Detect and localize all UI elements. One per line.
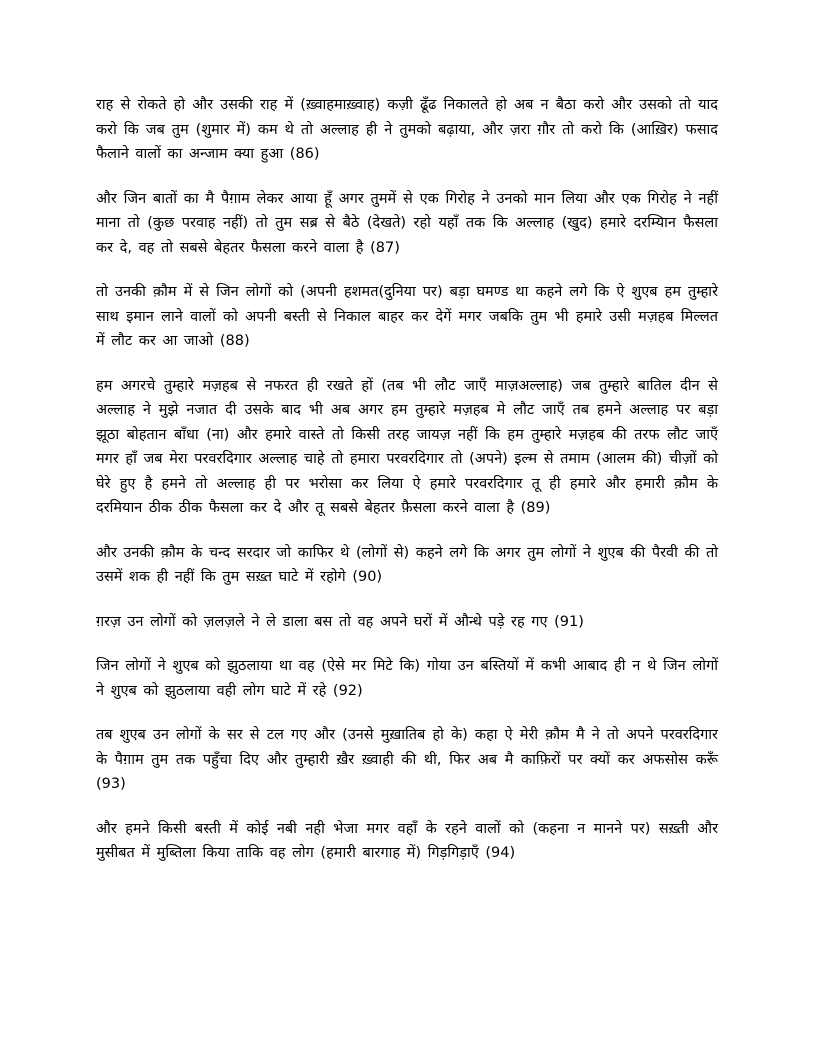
paragraph-verse-88: तो उनकी क़ौम में से जिन लोगों को (अपनी हशमत(दुनिया पर) बड़ा घमण्ड था कहने लगे कि ऐ शुएब हम तुम्हारे साथ इमान लाने वालों को अपनी बस्ती से निकाल बाहर कर देगें मगर जबकि तुम भी हमारे उसी मज़हब मिल्लत में लौट कर आ जाओ (88) — [96, 284, 718, 349]
paragraph-verse-89: हम अगरचे तुम्हारे मज़हब से नफरत ही रखते हों (तब भी लौट जाएँ माज़अल्लाह) जब तुम्हारे बातिल दीन से अल्लाह ने मुझे नजात दी उसके बाद भी अब अगर हम तुम्हारे मज़हब मे लौट जाएँ तब हमने अल्लाह पर बड़ा झूठा बोहतान बाँधा (ना) और हमारे वास्ते तो किसी तरह जायज़ नहीं कि हम तुम्हारे मज़हब की तरफ लौट जाएँ मगर हाँ जब मेरा परवरदिगार अल्लाह चाहे तो हमारा परवरदिगार तो (अपने) इल्म से तमाम (आलम की) चीज़ों को घेरे हुए है हमने तो अल्लाह ही पर भरोसा कर लिया ऐ हमारे परवरदिगार तू ही हमारे और हमारी क़ौम के दरमियान ठीक ठीक फैसला कर दे और तू सबसे बेहतर फ़ैसला करने वाला है (89) — [96, 377, 718, 516]
paragraph-verse-87: और जिन बातों का मै पैग़ाम लेकर आया हूँ अगर तुममें से एक गिरोह ने उनको मान लिया और एक गिरोह ने नहीं माना तो (कुछ परवाह नहीं) तो तुम सब्र से बैठे (देखते) रहो यहाँ तक कि अल्लाह (खुद) हमारे दरम्यिान फैसला कर दे, वह तो सबसे बेहतर फैसला करने वाला है (87) — [96, 190, 718, 256]
paragraph-verse-93: तब शुएब उन लोगों के सर से टल गए और (उनसे मुख़ातिब हो के) कहा ऐ मेरी क़ौम मै ने तो अपने परवरदिगार के पैग़ाम तुम तक पहुँचा दिए और तुम्हारी ख़ैर ख़्वाही की थी, फिर अब मै काफ़िरों पर क्यों कर अफसोस करूँ (93) — [96, 727, 718, 792]
document-page — [96, 93, 718, 886]
paragraph-verse-90: और उनकी क़ौम के चन्द सरदार जो काफिर थे (लोगों से) कहने लगे कि अगर तुम लोगों ने शुएब की पैरवी की तो उसमें शक ही नहीं कि तुम सख़्त घाटे में रहोगे (90) — [96, 544, 718, 585]
paragraph-verse-86: राह से रोकते हो और उसकी राह में (ख़्वाहमाख़्वाह) कज़ी ढूँढ निकालते हो अब न बैठा करो और उसको तो याद करो कि जब तुम (शुमार में) कम थे तो अल्लाह ही ने तुमको बढ़ाया, और ज़रा ग़ौर तो करो कि (आख़िर) फसाद फैलाने वालों का अन्जाम क्या हुआ (86) — [96, 97, 718, 162]
paragraph-verse-94: और हमने किसी बस्ती में कोई नबी नही भेजा मगर वहाँ के रहने वालों को (कहना न मानने पर) सख़्ती और मुसीबत में मुब्तिला किया ताकि वह लोग (हमारी बारगाह में) गिड़गिड़ाएँ (94) — [96, 820, 718, 861]
paragraph-verse-92: जिन लोगों ने शुएब को झुठलाया था वह (ऐसे मर मिटे कि) गोया उन बस्तियों में कभी आबाद ही न थे जिन लोगों ने शुएब को झुठलाया वही लोग घाटे में रहे (92) — [96, 658, 718, 699]
paragraph-verse-91: ग़रज़ उन लोगों को ज़लज़ले ने ले डाला बस तो वह अपने घरों में औन्धे पड़े रह गए (91) — [96, 613, 584, 630]
